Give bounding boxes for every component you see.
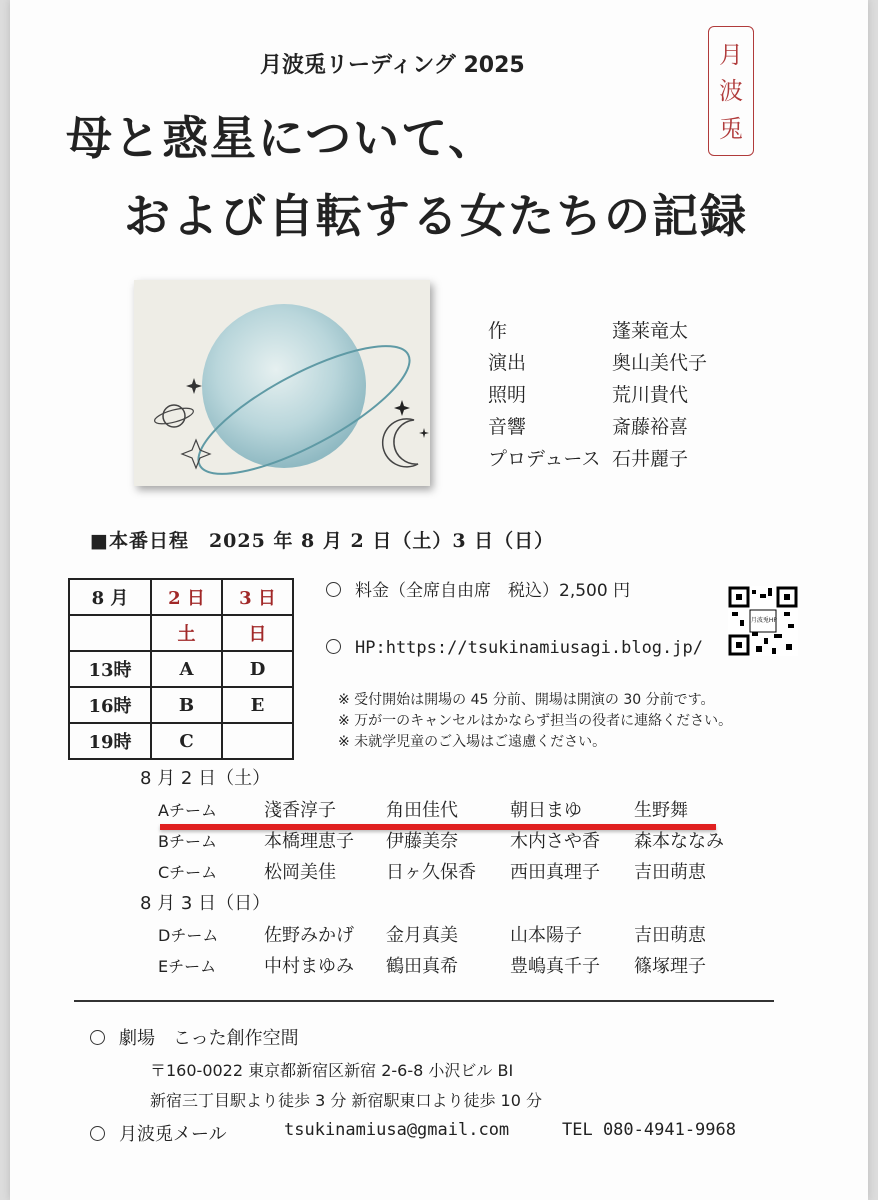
timetable-row	[69, 723, 293, 759]
team-label: Eチーム	[158, 957, 217, 976]
email-address[interactable]: tsukinamiusa@gmail.com	[284, 1120, 510, 1140]
team-label: Bチーム	[158, 832, 217, 851]
credit-role: 作	[488, 320, 508, 342]
timetable-cell: 8 月	[69, 579, 151, 615]
note-line: ※ 未就学児童のご入場はご遠慮ください。	[338, 734, 607, 750]
team-label: Aチーム	[158, 801, 217, 820]
timetable-cell: 土	[151, 615, 222, 651]
cast-member: 朝日まゆ	[510, 800, 582, 821]
cast-member: 山本陽子	[510, 925, 582, 946]
circle-bullet-icon	[326, 639, 341, 654]
cast-member: 吉田萌恵	[634, 925, 706, 946]
planet-icon	[134, 280, 430, 486]
play-title-line1: 母と惑星について、	[66, 111, 497, 165]
timetable-cell: 3 日	[222, 579, 293, 615]
schedule-heading: ■本番日程 2025 年 8 月 2 日（土）3 日（日）	[90, 530, 555, 552]
price-info	[326, 576, 630, 601]
theater-address: 〒160-0022 東京都新宿区新宿 2-6-8 小沢ビル BI	[150, 1061, 514, 1080]
credit-role: 照明	[488, 384, 527, 406]
timetable-cell: 2 日	[151, 579, 222, 615]
cast-section	[140, 764, 780, 994]
credit-row	[488, 348, 768, 380]
team-label: Cチーム	[158, 863, 218, 882]
credit-row	[488, 444, 768, 476]
credit-row	[488, 412, 768, 444]
phone-number: TEL 080-4941-9968	[562, 1120, 736, 1140]
timetable-cell: D	[222, 651, 293, 687]
credit-name: 石井麗子	[612, 448, 689, 470]
cast-member: 角田佳代	[386, 800, 458, 821]
circle-bullet-icon	[90, 1126, 105, 1141]
timetable-cell: A	[151, 651, 222, 687]
series-title: 月波兎リーディング 2025	[260, 53, 525, 78]
cast-member: 本橋理恵子	[264, 831, 354, 852]
timetable-row	[69, 687, 293, 723]
circle-bullet-icon	[326, 582, 341, 597]
contact-info	[90, 1120, 227, 1146]
hp-url[interactable]: HP:https://tsukinamiusagi.blog.jp/	[355, 638, 703, 658]
credit-role: プロデュース	[488, 448, 601, 470]
note-line: ※ 万が一のキャンセルはかならず担当の役者に連絡ください。	[338, 713, 733, 729]
cast-member: 生野舞	[634, 800, 688, 821]
red-strike-line	[160, 824, 716, 830]
planet-illustration	[134, 280, 430, 486]
timetable-cell: 16時	[69, 687, 151, 723]
cast-member: 伊藤美奈	[386, 831, 458, 852]
credit-row	[488, 316, 768, 348]
circle-bullet-icon	[90, 1030, 105, 1045]
credits-list	[488, 316, 768, 476]
play-title-line2: および自転する女たちの記録	[124, 189, 748, 243]
troupe-seal-logo: 月 波 兎	[708, 26, 754, 156]
divider	[74, 1000, 774, 1002]
theater-name: 劇場 こった創作空間	[119, 1028, 299, 1049]
credit-name: 蓬莱竜太	[612, 320, 689, 342]
cast-member: 篠塚理子	[634, 956, 706, 977]
cast-member: 豊嶋真千子	[510, 956, 600, 977]
qr-label: 月波兎HP	[750, 617, 778, 624]
timetable-cell: B	[151, 687, 222, 723]
credit-name: 斎藤裕喜	[612, 416, 689, 438]
theater-info	[90, 1024, 299, 1050]
cast-member: 淺香淳子	[264, 800, 336, 821]
cast-day-label: 8 月 3 日（日）	[140, 893, 271, 914]
notes	[338, 690, 732, 753]
timetable-cell	[69, 615, 151, 651]
mail-label: 月波兎メール	[119, 1124, 227, 1145]
cast-member: 中村まゆみ	[264, 956, 354, 977]
qr-code[interactable]	[728, 586, 798, 656]
cast-day-label: 8 月 2 日（土）	[140, 768, 271, 789]
credit-name: 荒川貴代	[612, 384, 689, 406]
note-line: ※ 受付開始は開場の 45 分前、開場は開演の 30 分前です。	[338, 692, 715, 708]
cast-member: 吉田萌恵	[634, 862, 706, 883]
timetable-cell	[222, 723, 293, 759]
credit-name: 奥山美代子	[612, 352, 708, 374]
timetable-cell: 日	[222, 615, 293, 651]
performance-timetable	[68, 578, 294, 760]
hp-info	[326, 638, 703, 658]
cast-member: 西田真理子	[510, 862, 600, 883]
timetable-row	[69, 651, 293, 687]
cast-member: 日ヶ久保香	[386, 862, 476, 883]
credit-role: 演出	[488, 352, 527, 374]
timetable-cell: E	[222, 687, 293, 723]
timetable-cell: C	[151, 723, 222, 759]
cast-member: 木内さや香	[510, 831, 600, 852]
price-text: 料金（全席自由席 税込）2,500 円	[355, 581, 631, 601]
cast-member: 金月真美	[386, 925, 458, 946]
cast-member: 鶴田真希	[386, 956, 458, 977]
timetable-cell: 13時	[69, 651, 151, 687]
timetable-row	[69, 615, 293, 651]
cast-member: 佐野みかげ	[264, 925, 354, 946]
timetable-row	[69, 579, 293, 615]
theater-access: 新宿三丁目駅より徒歩 3 分 新宿駅東口より徒歩 10 分	[150, 1091, 542, 1110]
cast-member: 森本ななみ	[634, 831, 724, 852]
team-label: Dチーム	[158, 926, 219, 945]
cast-member: 松岡美佳	[264, 862, 336, 883]
credit-role: 音響	[488, 416, 527, 438]
credit-row	[488, 380, 768, 412]
timetable-cell: 19時	[69, 723, 151, 759]
